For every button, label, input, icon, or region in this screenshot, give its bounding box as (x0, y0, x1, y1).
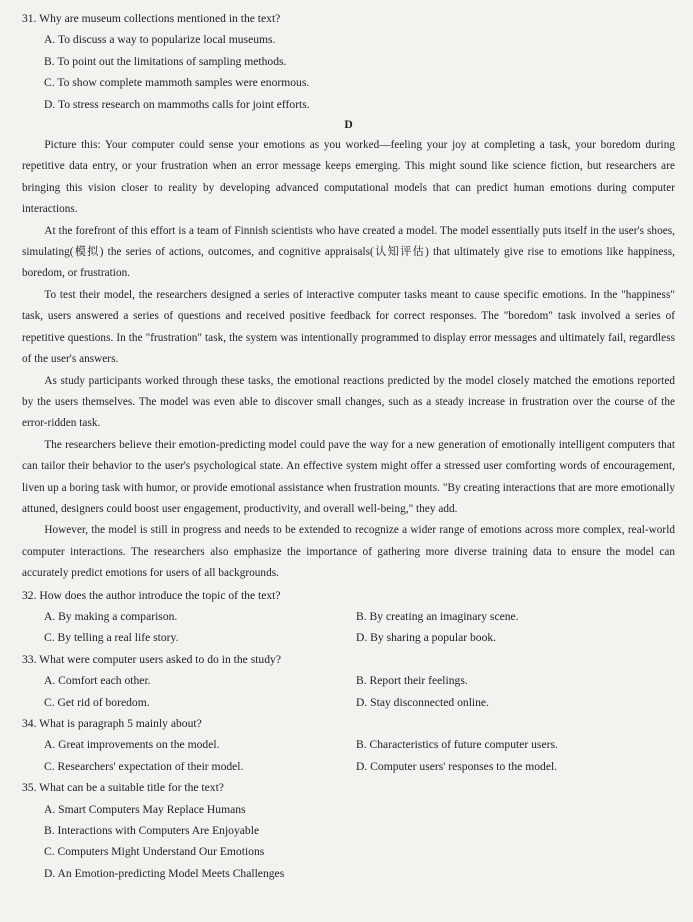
option-d: D. An Emotion-predicting Model Meets Challenges (44, 866, 285, 880)
question-stem: 31. Why are museum collections mentioned in the text? (22, 12, 281, 25)
option-d: D. Computer users' responses to the model. (356, 759, 558, 773)
option-b: B. Interactions with Computers Are Enjoyable (44, 824, 260, 838)
question-stem: 33. What were computer users asked to do in the study? (22, 652, 281, 666)
question-stem: 35. What can be a suitable title for the text? (22, 781, 224, 795)
option-b: B. Report their feelings. (356, 674, 468, 688)
paragraph-1: Picture this: Your computer could sense your emotions as you worked—feeling your joy at completing a task, your boredom during repetitive data entry, or your frustration when an error message keeps emerging. This might sound like science fiction, but researchers are bringing this vision closer to reality by developing advanced computational models that can predict human emotions during computer interactions. (22, 139, 675, 216)
option-a: A. Great improvements on the model. (44, 738, 220, 752)
option-c: C. Computers Might Understand Our Emotions (44, 845, 265, 859)
passage (22, 135, 675, 585)
paragraph-5: The researchers believe their emotion-predicting model could pave the way for a new generation of emotionally intelligent computers that can tailor their behavior to the user's psychological state. An effective system might offer a stressed user comforting words of encouragement, liven up a boring task with humor, or provide emotional assistance when frustration mounts. "By creating interactions that are more emotionally attuned, designers could boost user engagement, productivity, and overall well-being," they add. (22, 438, 675, 515)
option-b: B. By creating an imaginary scene. (356, 609, 519, 623)
paragraph-3: To test their model, the researchers designed a series of interactive computer tasks meant to cause specific emotions. In the "happiness" task, users answered a series of questions and received positive feedback for correct responses. The "boredom" task involved a series of repetitive questions. In the "frustration" task, the system was intentionally programmed to display error messages and ultimately fail, regardless of the user's answers. (22, 288, 675, 366)
question-stem: 32. How does the author introduce the topic of the text? (22, 588, 281, 602)
section-label: D (344, 118, 353, 132)
option-b: B. Characteristics of future computer users. (356, 738, 558, 752)
option-c: C. To show complete mammoth samples were enormous. (44, 76, 310, 90)
question-34 (22, 713, 675, 777)
question-35 (22, 777, 675, 884)
option-a: A. To discuss a way to popularize local museums. (44, 33, 276, 47)
option-c: C. Researchers' expectation of their model. (44, 759, 244, 773)
paragraph-4: As study participants worked through these tasks, the emotional reactions predicted by the model closely matched the emotions reported by the users themselves. The model was even able to discover small changes, such as a steady increase in frustration over the course of the error-ridden task. (22, 374, 675, 430)
option-d: D. To stress research on mammoths calls for joint efforts. (44, 97, 310, 111)
option-c: C. By telling a real life story. (44, 631, 179, 645)
option-a: A. Comfort each other. (44, 674, 151, 688)
paragraph-2: At the forefront of this effort is a team of Finnish scientists who have created a model. The model essentially puts itself in the user's shoes, simulating(模拟) the series of actions, outcomes, and cognitive appraisals(认知评估) that ultimately give rise to emotions like happiness, boredom, or frustration. (22, 224, 675, 280)
question-33 (22, 649, 675, 713)
question-stem: 34. What is paragraph 5 mainly about? (22, 717, 202, 730)
question-31 (22, 8, 675, 115)
option-c: C. Get rid of boredom. (44, 695, 150, 709)
option-b: B. To point out the limitations of sampling methods. (44, 54, 287, 68)
question-32 (22, 585, 675, 649)
option-a: A. Smart Computers May Replace Humans (44, 802, 246, 816)
paragraph-6: However, the model is still in progress and needs to be extended to recognize a wider range of emotions across more complex, real-world computer interactions. The researchers also emphasize the importance of gathering more diverse training data to ensure the model can accurately predict emotions for users of all backgrounds. (22, 524, 675, 580)
option-d: D. Stay disconnected online. (356, 695, 489, 709)
option-d: D. By sharing a popular book. (356, 631, 497, 645)
option-a: A. By making a comparison. (44, 609, 178, 623)
